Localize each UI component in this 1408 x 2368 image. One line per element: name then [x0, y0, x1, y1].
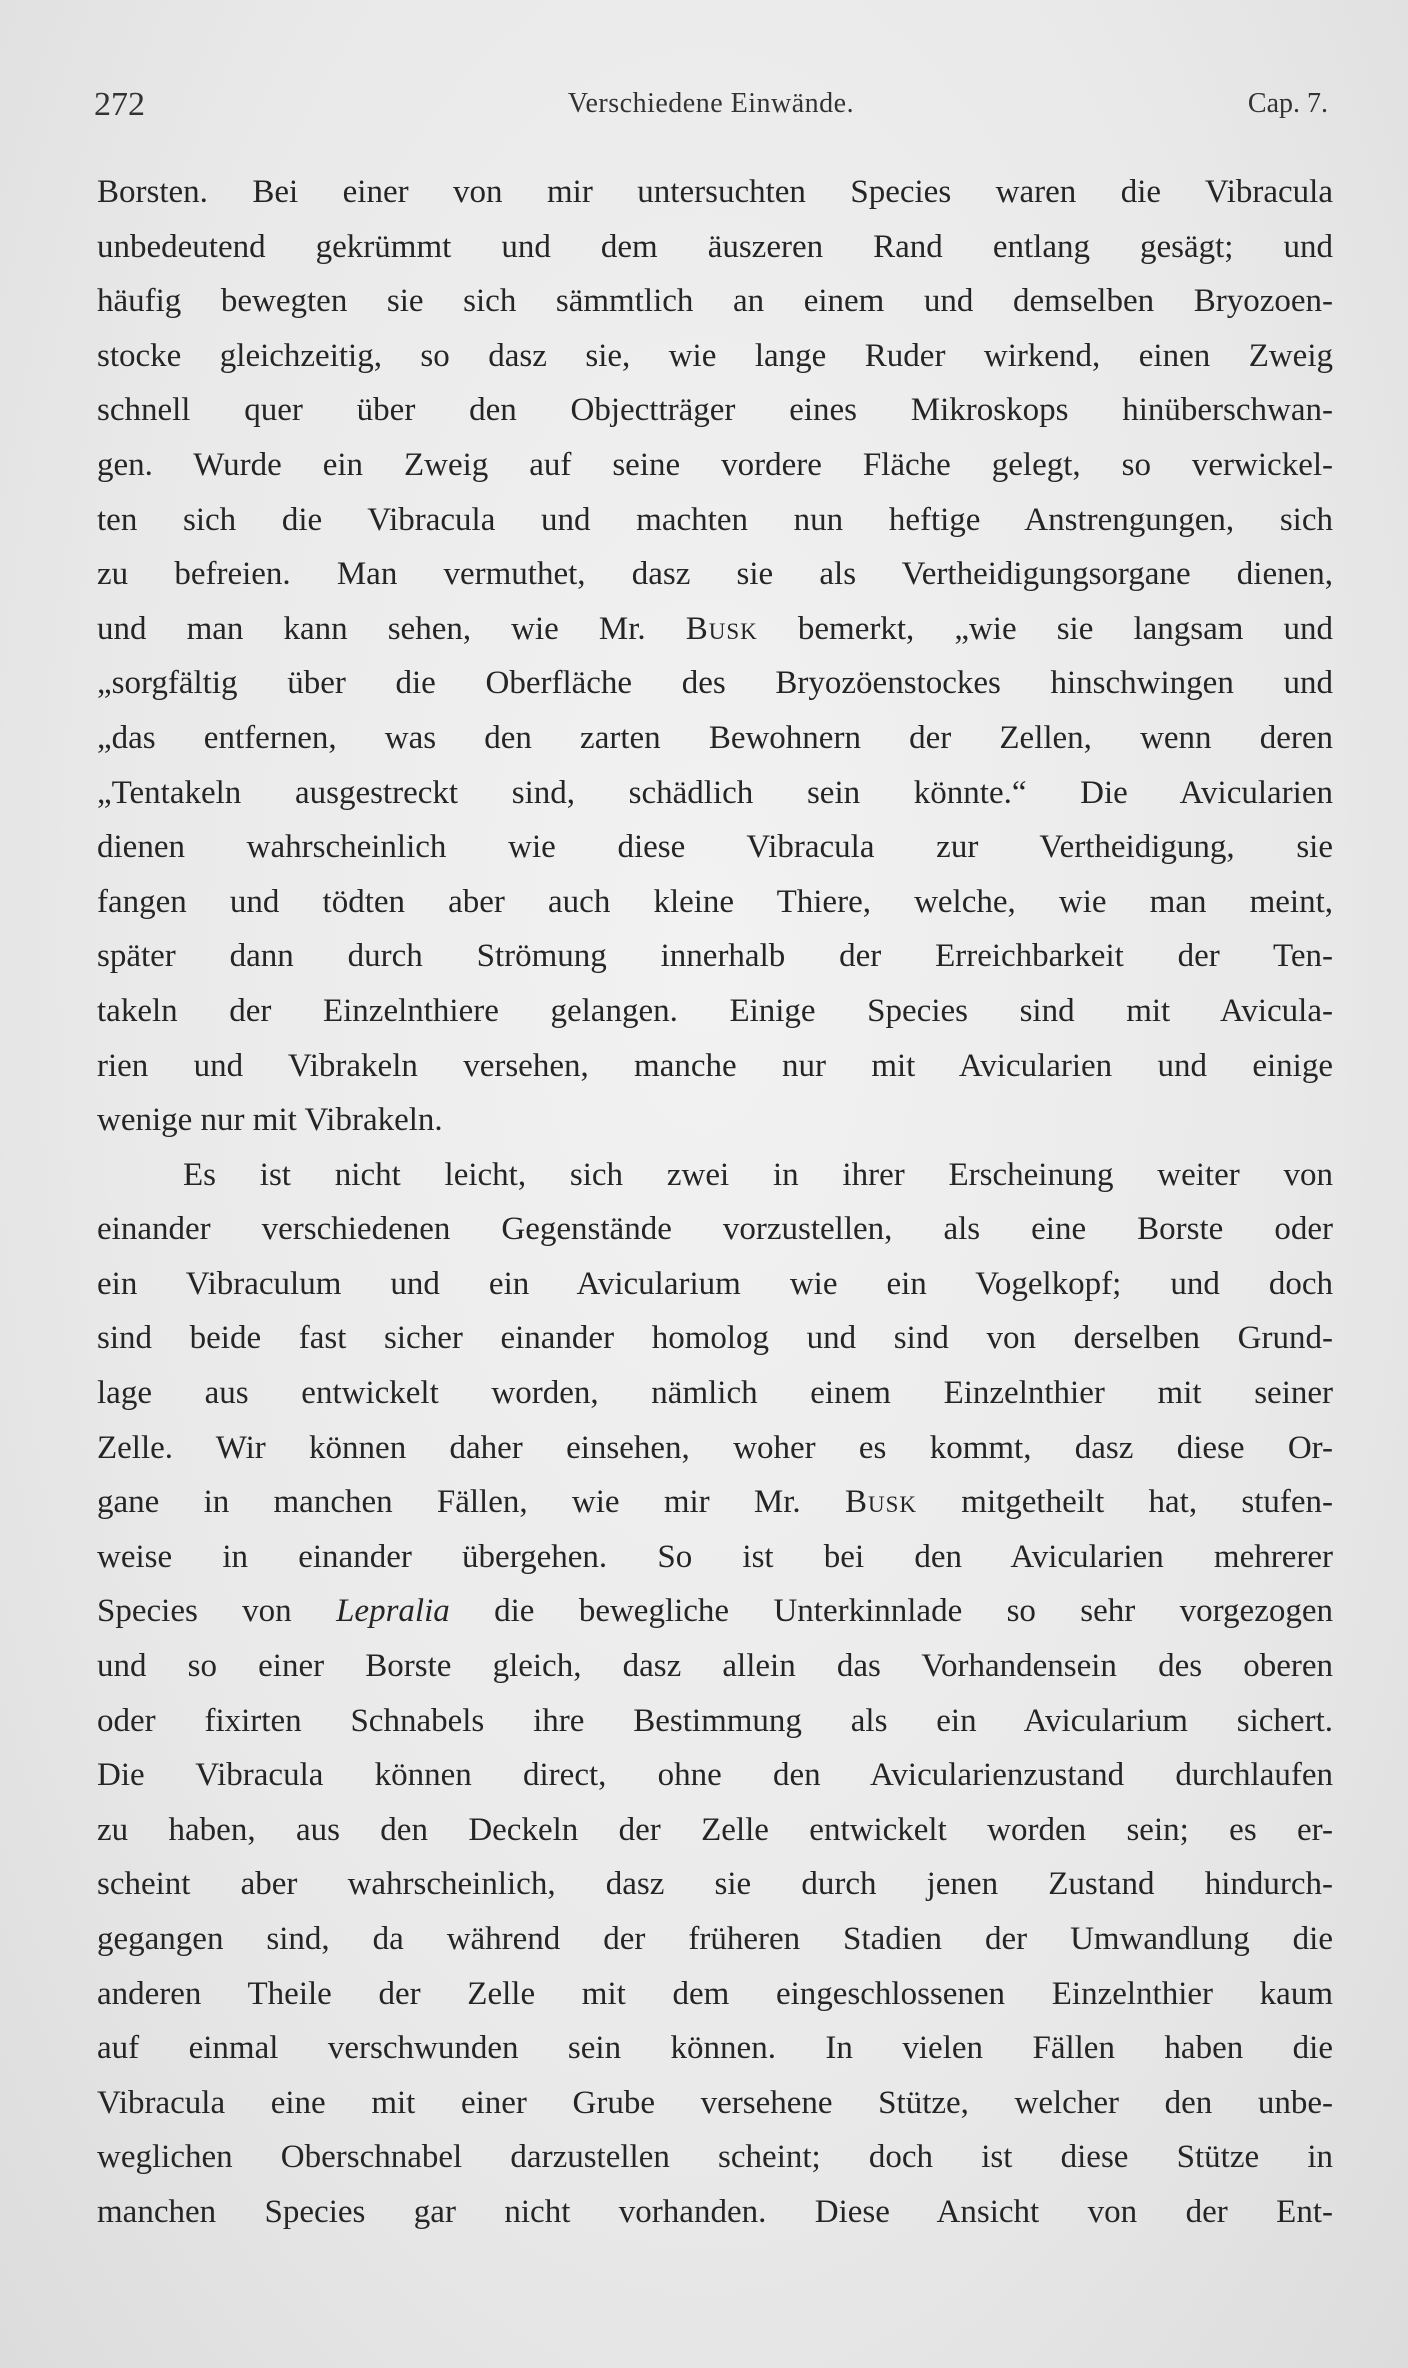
- text-line: oder fixirten Schnabels ihre Bestimmung als ein Avicularium sichert.: [97, 1702, 1333, 1739]
- text-line: Es ist nicht leicht, sich zwei in ihrer Erscheinung weiter von: [183, 1156, 1333, 1193]
- text-line: zu haben, aus den Deckeln der Zelle entwickelt worden sein; es er-: [97, 1811, 1333, 1848]
- text-line: „Tentakeln ausgestreckt sind, schädlich sein könnte.“ Die Avicularien: [97, 774, 1333, 811]
- text-fragment: bemerkt, „wie sie langsam und: [757, 610, 1333, 647]
- text-line: wenige nur mit Vibrakeln.: [97, 1102, 443, 1139]
- text-line: einander verschiedenen Gegenstände vorzustellen, als eine Borste oder: [97, 1211, 1333, 1248]
- text-line: ten sich die Vibracula und machten nun heftige Anstrengungen, sich: [97, 501, 1333, 538]
- text-line: häufig bewegten sie sich sämmtlich an einem und demselben Bryozoen-: [97, 283, 1333, 320]
- author-name: Busk: [685, 610, 758, 647]
- genus-name: Lepralia: [336, 1593, 450, 1630]
- text-line: fangen und tödten aber auch kleine Thiere, welche, wie man meint,: [97, 883, 1333, 920]
- text-line: ein Vibraculum und ein Avicularium wie ein Vogelkopf; und doch: [97, 1265, 1333, 1302]
- text-line: [97, 1475, 1333, 1530]
- text-line: später dann durch Strömung innerhalb der Erreichbarkeit der Ten-: [97, 938, 1333, 975]
- text-fragment: Species von: [97, 1593, 337, 1630]
- text-line: sind beide fast sicher einander homolog und sind von derselben Grund-: [97, 1320, 1333, 1357]
- text-line: gen. Wurde ein Zweig auf seine vordere Fläche gelegt, so verwickel-: [97, 446, 1333, 483]
- text-line: scheint aber wahrscheinlich, dasz sie durch jenen Zustand hindurch-: [97, 1866, 1333, 1903]
- text-line: „das entfernen, was den zarten Bewohnern der Zellen, wenn deren: [97, 719, 1333, 756]
- text-line: takeln der Einzelnthiere gelangen. Einige Species sind mit Avicula-: [97, 992, 1333, 1029]
- page-number: 272: [94, 86, 145, 123]
- text-line: dienen wahrscheinlich wie diese Vibracula zur Vertheidigung, sie: [97, 829, 1333, 866]
- text-line: unbedeutend gekrümmt und dem äuszeren Rand entlang gesägt; und: [97, 228, 1333, 265]
- text-line: weglichen Oberschnabel darzustellen scheint; doch ist diese Stütze in: [97, 2139, 1333, 2176]
- body-text: [97, 165, 1333, 2240]
- text-line: [97, 1584, 1333, 1639]
- text-line: auf einmal verschwunden sein können. In vielen Fällen haben die: [97, 2030, 1333, 2067]
- chapter-label: Cap. 7.: [1247, 88, 1328, 119]
- text-line: Vibracula eine mit einer Grube versehene Stütze, welcher den unbe-: [97, 2084, 1333, 2121]
- text-line: rien und Vibrakeln versehen, manche nur mit Avicularien und einige: [97, 1047, 1333, 1084]
- text-line: [97, 602, 1333, 657]
- text-line: Die Vibracula können direct, ohne den Avicularienzustand durchlaufen: [97, 1757, 1333, 1794]
- text-line: schnell quer über den Objectträger eines Mikroskops hinüberschwan-: [97, 392, 1333, 429]
- text-line: „sorgfältig über die Oberfläche des Bryozöenstockes hinschwingen und: [97, 665, 1333, 702]
- text-fragment: gane in manchen Fällen, wie mir Mr.: [97, 1484, 845, 1521]
- text-line: zu befreien. Man vermuthet, dasz sie als Vertheidigungsorgane dienen,: [97, 556, 1333, 593]
- page-header: [94, 86, 1328, 126]
- running-title: Verschiedene Einwände.: [567, 88, 855, 119]
- text-line: weise in einander übergehen. So ist bei den Avicularien mehrerer: [97, 1538, 1333, 1575]
- text-fragment: und man kann sehen, wie Mr.: [97, 610, 686, 647]
- text-fragment: mitgetheilt hat, stufen-: [917, 1484, 1333, 1521]
- text-line: stocke gleichzeitig, so dasz sie, wie lange Ruder wirkend, einen Zweig: [97, 337, 1333, 374]
- text-line: und so einer Borste gleich, dasz allein das Vorhandensein des oberen: [97, 1648, 1333, 1685]
- text-line: gegangen sind, da während der früheren Stadien der Umwandlung die: [97, 1921, 1333, 1957]
- author-name: Busk: [844, 1484, 917, 1521]
- text-line: Zelle. Wir können daher einsehen, woher es kommt, dasz diese Or-: [97, 1429, 1333, 1466]
- text-line: anderen Theile der Zelle mit dem eingeschlossenen Einzelnthier kaum: [97, 1975, 1333, 2012]
- text-line: lage aus entwickelt worden, nämlich einem Einzelnthier mit seiner: [97, 1375, 1333, 1412]
- text-fragment: die bewegliche Unterkinnlade so sehr vorgezogen: [449, 1593, 1333, 1630]
- text-line: Borsten. Bei einer von mir untersuchten Species waren die Vibracula: [97, 174, 1333, 210]
- text-line: manchen Species gar nicht vorhanden. Diese Ansicht von der Ent-: [97, 2193, 1333, 2230]
